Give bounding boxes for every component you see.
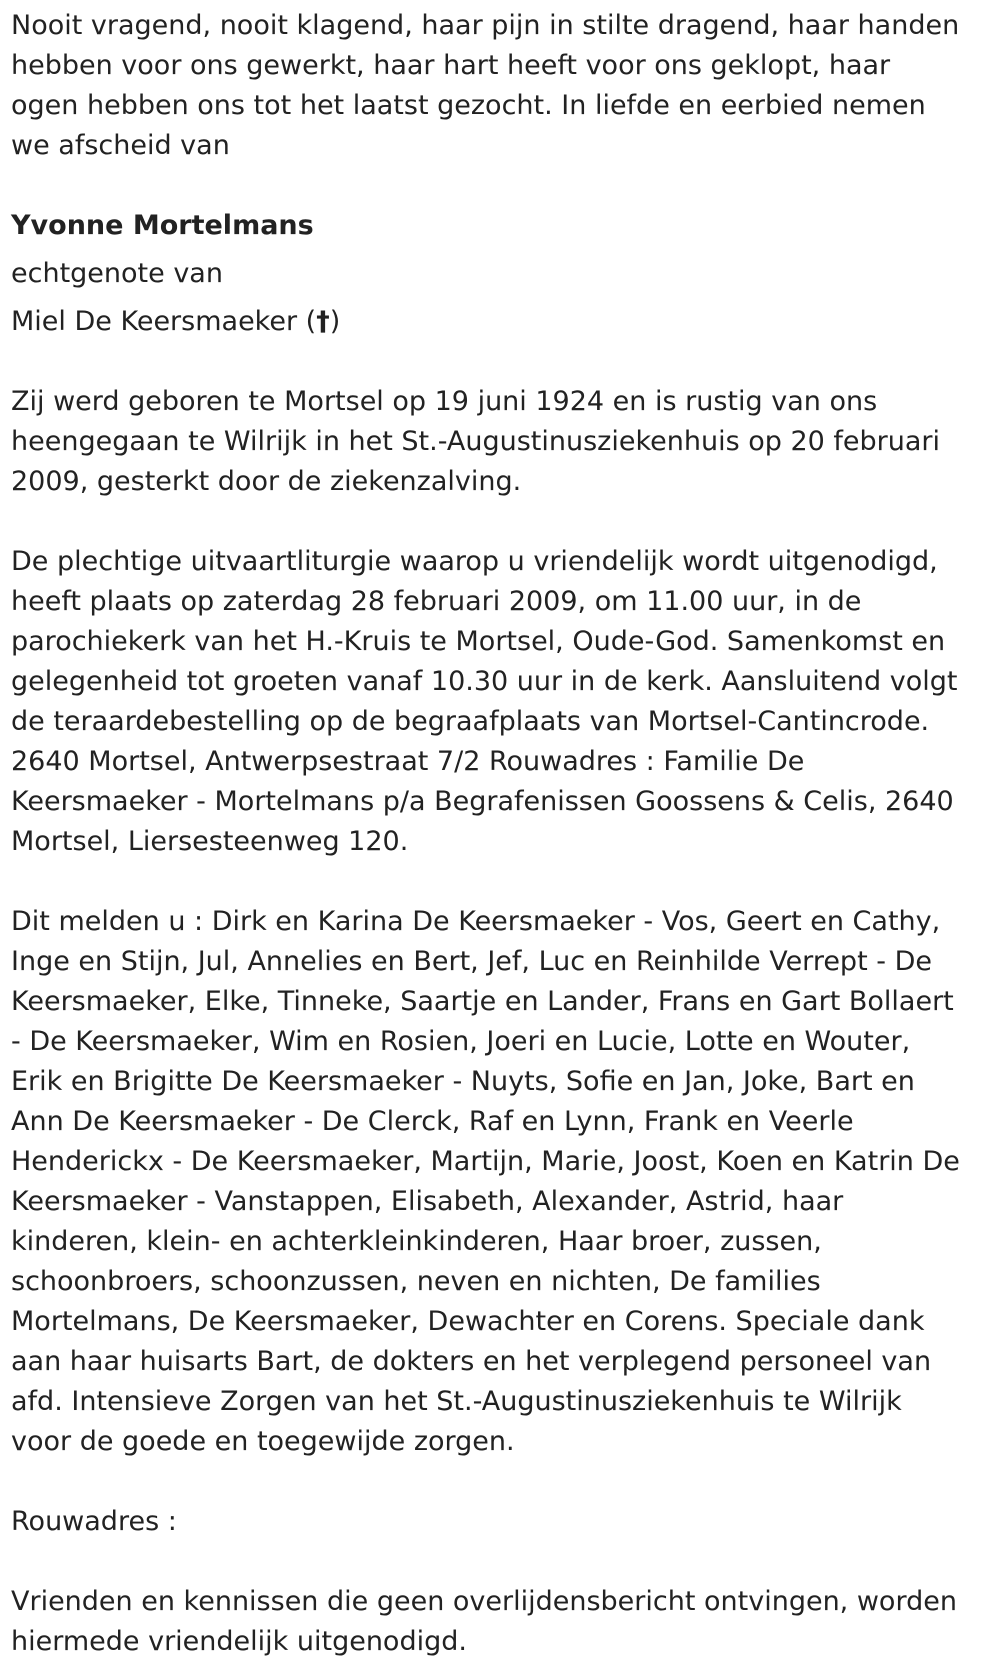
spacer [11,166,960,206]
spacer [11,502,960,542]
spouse-line [11,302,960,342]
spouse-name: Miel De Keersmaeker ( [11,306,317,337]
intro-paragraph: Nooit vragend, nooit klagend, haar pijn in stilte dragend, haar handen hebben voor ons gewerkt, haar hart heeft voor ons geklopt, haar ogen hebben ons tot het laatst gezocht. In liefde en eerbied nemen we afscheid van [11,10,960,161]
spacer [11,862,960,902]
spouse-suffix: ) [329,306,341,337]
spacer [11,342,960,382]
funeral-paragraph: De plechtige uitvaartliturgie waarop u vriendelijk wordt uitgenodigd, heeft plaats op zaterdag 28 februari 2009, om 11.00 uur, in de parochiekerk van het H.-Kruis te Mortsel, Oude-God. Samenkomst en gelegenheid tot groeten vanaf 10.30 uur in de kerk. Aansluitend volgt de teraardebestelling op de begraafplaats van Mortsel-Cantincrode. 2640 Mortsel, Antwerpsestraat 7/2 Rouwadres : Familie De Keersmaeker - Mortelmans p/a Begrafenissen Goossens & Celis, 2640 Mortsel, Liersesteenweg 120. [11,546,958,857]
address-label: Rouwadres : [11,1506,177,1537]
spacer [11,1462,960,1502]
spacer [11,294,960,302]
cross-icon: † [316,306,330,337]
spacer [11,1542,960,1582]
spacer [11,246,960,254]
announcers-paragraph: Dit melden u : Dirk en Karina De Keersmaeker - Vos, Geert en Cathy, Inge en Stijn, Jul, Annelies en Bert, Jef, Luc en Reinhilde Verrept - De Keersmaeker, Elke, Tinneke, Saartje en Lander, Frans en Gart Bollaert - De Keersmaeker, Wim en Rosien, Joeri en Lucie, Lotte en Wouter, Erik en Brigitte De Keersmaeker - Nuyts, Sofie en Jan, Joke, Bart en Ann De Keersmaeker - De Clerck, Raf en Lynn, Frank en Veerle Henderickx - De Keersmaeker, Martijn, Marie, Joost, Koen en Katrin De Keersmaeker - Vanstappen, Elisabeth, Alexander, Astrid, haar kinderen, klein- en achterkleinkinderen, Haar broer, zussen, schoonbroers, schoonzussen, neven en nichten, De families Mortelmans, De Keersmaeker, Dewachter en Corens. Speciale dank aan haar huisarts Bart, de dokters en het verplegend personeel van afd. Intensieve Zorgen van het St.-Augustinusziekenhuis te Wilrijk voor de goede en toegewijde zorgen. [11,906,960,1457]
birth-death-paragraph: Zij werd geboren te Mortsel op 19 juni 1924 en is rustig van ons heengegaan te Wilrijk in het St.-Augustinusziekenhuis op 20 februari 2009, gesterkt door de ziekenzalving. [11,386,941,497]
relation-label: echtgenote van [11,258,223,289]
closing-paragraph: Vrienden en kennissen die geen overlijdensbericht ontvingen, worden hiermede vriendelijk uitgenodigd. [11,1586,957,1657]
deceased-name: Yvonne Mortelmans [11,210,314,241]
